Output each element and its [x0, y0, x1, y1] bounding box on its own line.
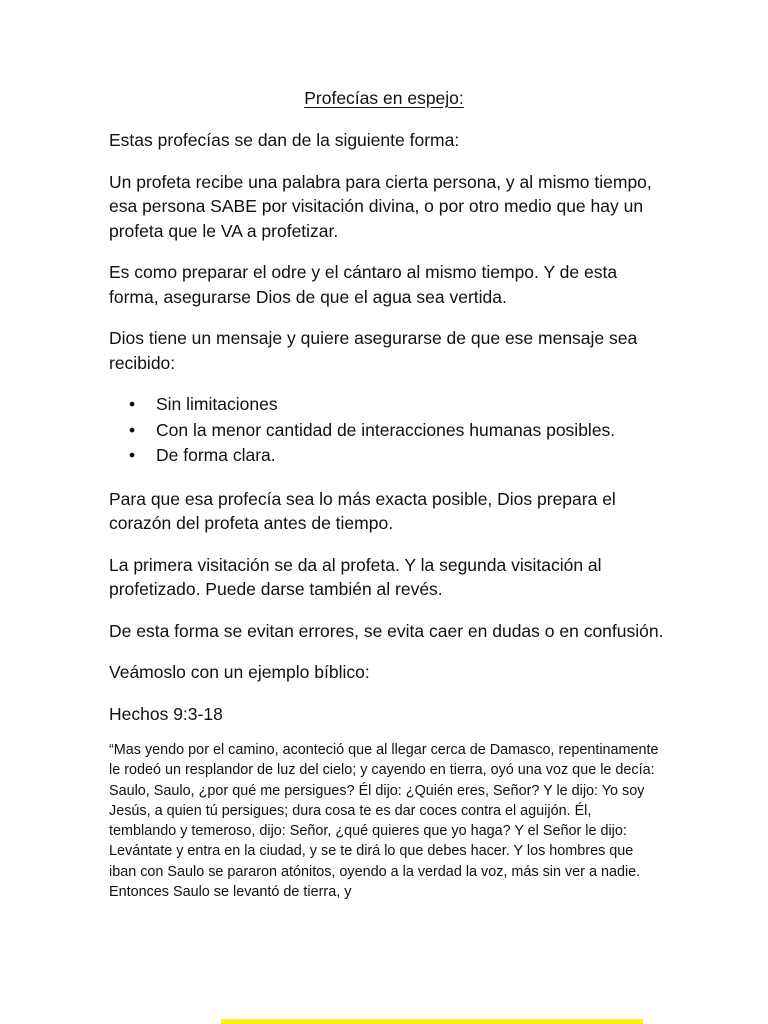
bullet-list: [109, 392, 669, 469]
list-item: [109, 443, 669, 469]
list-item-text: Con la menor cantidad de interacciones humanas posibles.: [156, 419, 616, 440]
paragraph: Para que esa profecía sea lo más exacta posible, Dios prepara el corazón del profeta antes de tiempo.: [109, 488, 616, 533]
bullet-icon: •: [129, 394, 136, 414]
paragraph: De esta forma se evitan errores, se evita caer en dudas o en confusión.: [109, 620, 664, 641]
paragraph: Veámoslo con un ejemplo bíblico:: [109, 662, 370, 682]
list-item: [109, 418, 669, 444]
paragraph: Dios tiene un mensaje y quiere asegurarse de que ese mensaje sea recibido:: [109, 328, 638, 373]
page-title: Profecías en espejo:: [304, 88, 464, 108]
paragraph: Es como preparar el odre y el cántaro al mismo tiempo. Y de esta forma, asegurarse Dios de que el agua sea vertida.: [109, 262, 618, 307]
bullet-icon: •: [129, 419, 136, 440]
bible-quote: “Mas yendo por el camino, aconteció que al llegar cerca de Damasco, repentinamente le rodeó un resplandor de luz del cielo; y cayendo en tierra, oyó una voz que le decía: Saulo, Saulo, ¿por qué me persigues? Él dijo: ¿Quién eres, Señor? Y le dijo: Yo soy Jesús, a quien tú persigues; dura cosa te es dar coces contra el aguijón. Él, temblando y temeroso, dijo: Señor, ¿qué quieres que yo haga? Y el Señor le dijo: Levántate y entra en la ciudad, y se te dirá lo que debes hacer. Y los hombres que iban con Saulo se pararon atónitos, oyendo a la verdad la voz, más sin ver a nadie. Entonces Saulo se levantó de tierra, y: [109, 742, 659, 901]
list-item: [109, 392, 669, 418]
paragraph: La primera visitación se da al profeta. Y la segunda visitación al profetizado. Puede darse también al revés.: [109, 554, 602, 599]
paragraph: Estas profecías se dan de la siguiente forma:: [109, 130, 460, 150]
footer-accent-bar: [221, 1019, 643, 1024]
paragraph: Un profeta recibe una palabra para cierta persona, y al mismo tiempo, esa persona SABE por visitación divina, o por otro medio que hay un profeta que le VA a profetizar.: [109, 171, 652, 241]
document-body: [109, 128, 669, 919]
list-item-text: De forma clara.: [156, 445, 276, 465]
bible-reference: Hechos 9:3-18: [109, 703, 223, 724]
bullet-icon: •: [129, 445, 136, 465]
list-item-text: Sin limitaciones: [156, 394, 278, 414]
